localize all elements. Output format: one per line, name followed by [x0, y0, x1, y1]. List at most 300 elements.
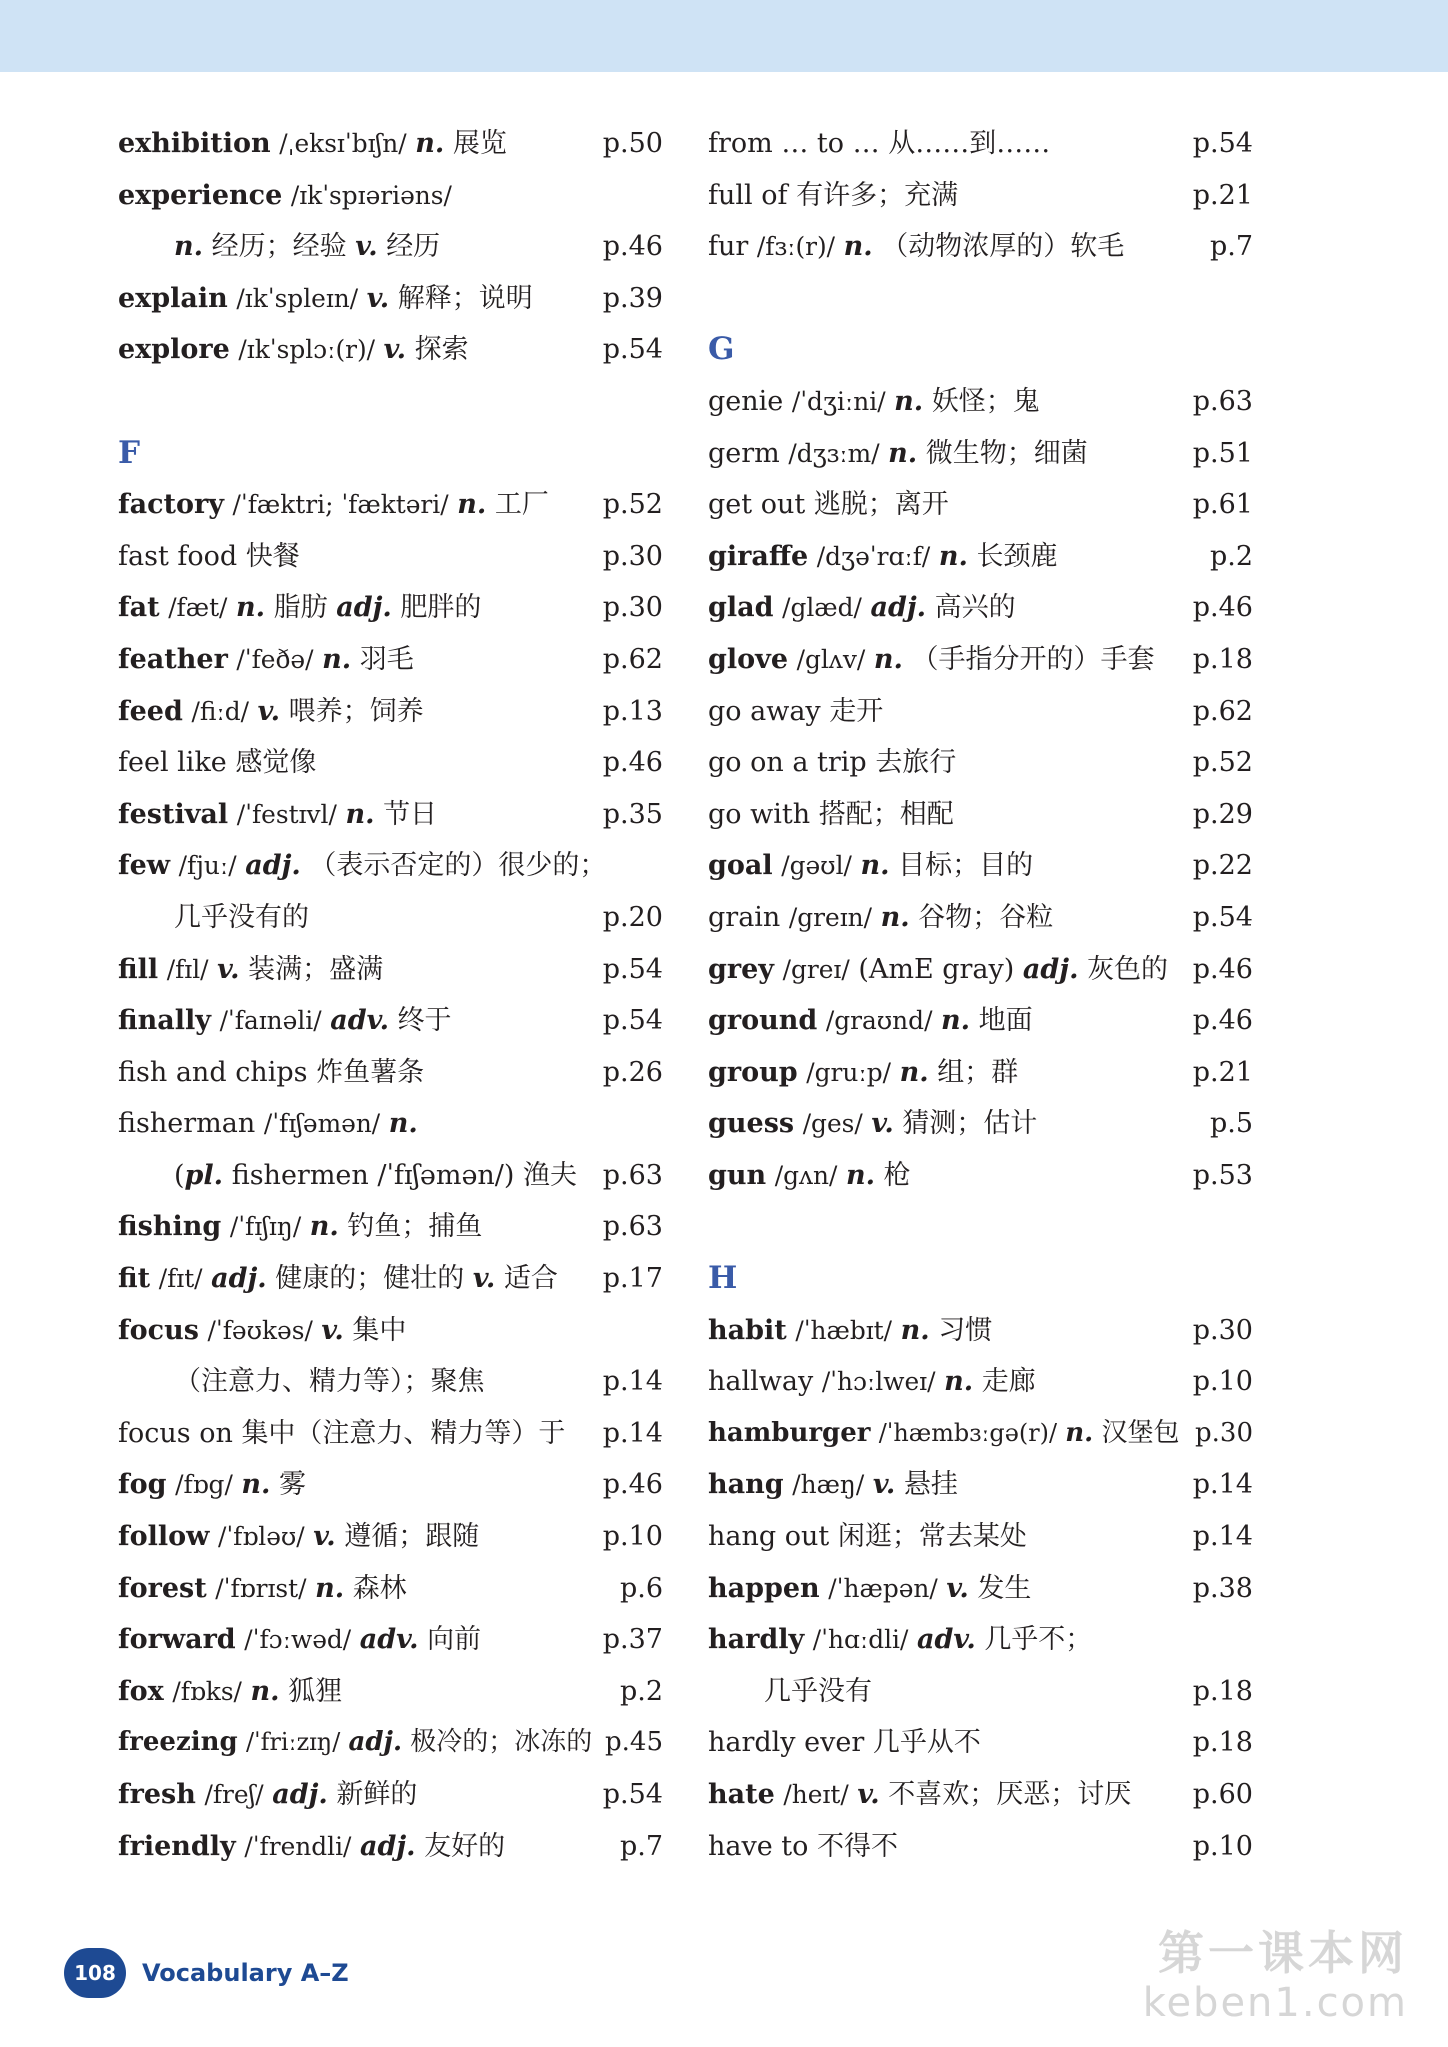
- part-of-speech: adv.: [330, 1005, 389, 1037]
- page-reference: p.54: [1192, 901, 1253, 933]
- pronunciation: /ɪkˈspleɪn/: [236, 283, 359, 313]
- definition: 遵循；跟随: [344, 1521, 480, 1553]
- definition-2: 适合: [503, 1263, 558, 1295]
- entry-text: [708, 376, 1040, 428]
- page-reference: p.21: [1192, 179, 1253, 211]
- headword-phrase: genie: [708, 385, 784, 417]
- vocab-entry: [118, 1821, 663, 1873]
- definition: 钓鱼；捕鱼: [347, 1211, 483, 1243]
- page-reference: p.53: [1192, 1159, 1253, 1191]
- section-letter-header: F: [118, 434, 141, 471]
- definition: 节日: [383, 798, 438, 830]
- definition: 走开: [829, 695, 884, 727]
- entry-text: [118, 995, 452, 1047]
- headword: explain: [118, 282, 228, 314]
- page-reference: p.30: [602, 540, 663, 572]
- part-of-speech: adj.: [245, 850, 301, 882]
- pronunciation: /graʊnd/: [825, 1006, 933, 1036]
- vocab-entry: [118, 995, 663, 1047]
- definition: 几乎不；: [984, 1624, 1093, 1656]
- headword: fog: [118, 1469, 167, 1501]
- page-reference: p.14: [602, 1366, 663, 1398]
- part-of-speech: n.: [941, 1005, 971, 1037]
- headword-phrase: fur: [708, 231, 749, 263]
- definition: （注意力、精力等）；聚焦: [174, 1366, 485, 1398]
- headword: focus: [118, 1314, 199, 1346]
- headword: ground: [708, 1005, 818, 1037]
- entry-text: [708, 531, 1058, 583]
- part-of-speech: n.: [415, 128, 445, 159]
- definition: 悬挂: [903, 1469, 958, 1501]
- vocab-entry: [708, 1614, 1253, 1666]
- entry-text: [118, 1305, 406, 1357]
- entry-text: [118, 892, 309, 944]
- definition: 目标；目的: [898, 850, 1034, 882]
- page-number-badge: 108: [64, 1948, 126, 1998]
- pronunciation: /ˈfɪʃɪŋ/: [229, 1212, 302, 1242]
- definition: 终于: [397, 1005, 452, 1037]
- definition: 森林: [352, 1572, 407, 1604]
- page-reference: p.46: [602, 1469, 663, 1501]
- page-reference: p.52: [1192, 747, 1253, 779]
- definition: 地面: [978, 1005, 1033, 1037]
- definition: 感觉像: [235, 747, 317, 779]
- page-reference: p.30: [1195, 1417, 1253, 1448]
- pronunciation: /ˈfestɪvl/: [236, 799, 337, 829]
- page-reference: p.63: [602, 1211, 663, 1243]
- part-of-speech: adj.: [272, 1779, 328, 1810]
- headword-phrase: fish and chips: [118, 1056, 308, 1088]
- page-reference: p.18: [1192, 1675, 1253, 1707]
- headword: forest: [118, 1572, 207, 1604]
- entry-text: [118, 634, 414, 686]
- vocab-entry: [708, 170, 1253, 222]
- definition: 几乎没有的: [174, 901, 309, 933]
- pronunciation: /ˈdʒiːni/: [791, 386, 886, 416]
- vocab-entry: [708, 686, 1253, 738]
- pronunciation: /ˈfəʊkəs/: [207, 1315, 313, 1345]
- entry-text: [708, 1098, 1037, 1150]
- pronunciation: /fɪl/: [166, 954, 209, 984]
- pronunciation: /fɜː(r)/: [756, 232, 836, 262]
- part-of-speech: n.: [880, 901, 910, 933]
- definition: 逃脱；离开: [813, 489, 949, 521]
- entry-text: [708, 1047, 1018, 1099]
- vocabulary-column-left: [118, 118, 663, 1872]
- pronunciation: /greɪ/: [782, 954, 850, 984]
- page-reference: p.54: [602, 334, 663, 366]
- pronunciation: /greɪn/: [788, 902, 873, 932]
- page-reference: p.54: [602, 1779, 663, 1810]
- headword-phrase: from … to …: [708, 128, 880, 159]
- headword: hate: [708, 1779, 775, 1810]
- vocab-entry: [118, 840, 663, 892]
- part-of-speech: n.: [322, 643, 352, 675]
- vocab-entry: [708, 737, 1253, 789]
- definition: 微生物；细菌: [925, 437, 1088, 469]
- part-of-speech: v.: [313, 1521, 336, 1553]
- entry-text: [118, 1253, 558, 1305]
- vocab-entry: [118, 1305, 663, 1357]
- definition: 工厂: [494, 489, 549, 521]
- part-of-speech: adj.: [348, 1727, 403, 1758]
- vocab-entry: [118, 1511, 663, 1563]
- section-gap: [708, 273, 1253, 325]
- pronunciation: /glʌv/: [796, 644, 866, 674]
- part-of-speech: n.: [843, 231, 873, 263]
- page-reference: p.60: [1192, 1779, 1253, 1810]
- part-of-speech: v.: [946, 1572, 969, 1604]
- headword: happen: [708, 1572, 820, 1604]
- entry-text: [118, 479, 549, 531]
- headword: feather: [118, 643, 228, 675]
- entry-text: [708, 1356, 1036, 1408]
- definition: 走廊: [981, 1366, 1036, 1398]
- vocab-entry: [708, 1408, 1253, 1460]
- headword-phrase: get out: [708, 489, 806, 521]
- headword: grey: [708, 953, 774, 985]
- part-of-speech: adv.: [359, 1624, 419, 1656]
- pronunciation: /ˈfɒrɪst/: [215, 1573, 307, 1603]
- headword: glad: [708, 592, 774, 624]
- definition: （手指分开的）手套: [911, 643, 1155, 675]
- page-reference: p.10: [1192, 1830, 1253, 1862]
- definition: 去旅行: [875, 747, 957, 779]
- pronunciation: /ˈhɔːlweɪ/: [821, 1367, 936, 1397]
- page-reference: p.7: [1209, 231, 1253, 263]
- entry-text: [118, 840, 606, 892]
- page-reference: p.20: [602, 901, 663, 933]
- vocab-entry: [708, 1511, 1253, 1563]
- vocab-entry: [708, 582, 1253, 634]
- page-reference: p.17: [602, 1263, 663, 1295]
- entry-text: [118, 1563, 407, 1615]
- page-reference: p.46: [1192, 1005, 1253, 1037]
- entry-text: [708, 170, 958, 222]
- part-of-speech: adj.: [1022, 953, 1079, 985]
- page-reference: p.62: [602, 643, 663, 675]
- part-of-speech: v.: [383, 334, 407, 366]
- vocab-entry: [708, 995, 1253, 1047]
- page-reference: p.14: [602, 1417, 663, 1449]
- part-of-speech: n.: [938, 540, 968, 572]
- entry-text: [118, 324, 469, 376]
- vocab-entry: [708, 634, 1253, 686]
- vocab-entry: [708, 1047, 1253, 1099]
- entry-text: [708, 221, 1124, 273]
- vocab-entry: [708, 892, 1253, 944]
- entry-continuation: [118, 892, 663, 944]
- pronunciation: /heɪt/: [783, 1780, 849, 1809]
- definition: 不得不: [817, 1830, 898, 1862]
- entry-text: [708, 1614, 1092, 1666]
- entry-text: [118, 1356, 485, 1408]
- headword: finally: [118, 1005, 211, 1037]
- headword: giraffe: [708, 540, 809, 572]
- vocab-entry: [118, 1047, 663, 1099]
- pronunciation: /gəʊl/: [781, 851, 852, 881]
- definition: 解释；说明: [397, 282, 533, 314]
- entry-text: [708, 1717, 981, 1769]
- headword-phrase: feel like: [118, 747, 227, 779]
- pronunciation: /freʃ/: [204, 1780, 264, 1809]
- vocab-entry: [118, 1408, 663, 1460]
- section-gap: [708, 1201, 1253, 1253]
- entry-text: [708, 1821, 898, 1873]
- entry-text: [708, 840, 1033, 892]
- entry-text: [118, 1717, 592, 1769]
- part-of-speech: n.: [315, 1572, 345, 1604]
- part-of-speech: n.: [894, 385, 924, 417]
- page-reference: p.14: [1192, 1469, 1253, 1501]
- page-reference: p.10: [1192, 1366, 1253, 1398]
- headword-phrase: fast food: [118, 540, 238, 572]
- entry-text: [118, 1666, 342, 1718]
- definition: 灰色的: [1087, 953, 1169, 985]
- entry-text: [118, 737, 316, 789]
- page-reference: p.6: [619, 1572, 663, 1604]
- pronunciation: /ˈfɔːwəd/: [244, 1625, 352, 1655]
- page-reference: p.46: [1192, 953, 1253, 985]
- definition: 猜测；估计: [902, 1108, 1038, 1140]
- vocab-entry: [708, 118, 1253, 170]
- entry-text: [708, 1666, 872, 1718]
- vocab-entry: [118, 634, 663, 686]
- entry-text: [118, 1511, 479, 1563]
- definition: 羽毛: [359, 643, 414, 675]
- headword: gun: [708, 1159, 767, 1191]
- page-reference: p.54: [602, 953, 663, 985]
- definition: 脂肪: [273, 592, 328, 624]
- entry-text: [708, 892, 1053, 944]
- headword: few: [118, 850, 171, 882]
- page-reference: p.61: [1192, 489, 1253, 521]
- entry-text: [708, 1408, 1180, 1460]
- entry-continuation: [708, 1666, 1253, 1718]
- footer-title: Vocabulary A–Z: [142, 1959, 349, 1987]
- pronunciation: /ɪkˈsplɔː(r)/: [238, 335, 376, 365]
- headword: habit: [708, 1314, 787, 1346]
- definition: 不喜欢；厌恶；讨厌: [888, 1779, 1132, 1810]
- headword: festival: [118, 798, 229, 830]
- definition: 几乎没有: [764, 1675, 872, 1707]
- entry-text: [118, 1408, 565, 1460]
- headword: hardly: [708, 1624, 805, 1656]
- definition: 发生: [977, 1572, 1032, 1604]
- vocab-entry: [118, 1098, 663, 1150]
- vocab-entry: [118, 531, 663, 583]
- vocab-entry: [118, 789, 663, 841]
- pronunciation: /fjuː/: [178, 851, 237, 881]
- definition: 探索: [414, 334, 469, 366]
- entry-text: [708, 1511, 1027, 1563]
- headword: friendly: [118, 1830, 236, 1862]
- headword: fill: [118, 953, 159, 985]
- definition: 长颈鹿: [976, 540, 1058, 572]
- page-reference: p.14: [1192, 1521, 1253, 1553]
- page-reference: p.54: [602, 1005, 663, 1037]
- definition: 快餐: [245, 540, 300, 572]
- entry-text: [708, 479, 949, 531]
- watermark-line2: keben1.com: [1142, 1980, 1408, 2026]
- entry-text: [118, 170, 452, 222]
- definition: 展览: [452, 128, 507, 159]
- pronunciation: /ˈhæmbɜːgə(r)/: [878, 1418, 1058, 1447]
- headword: fresh: [118, 1779, 196, 1810]
- page-reference: p.21: [1192, 1056, 1253, 1088]
- vocab-entry: [708, 1717, 1253, 1769]
- part-of-speech: v.: [871, 1108, 894, 1140]
- pronunciation: /fɪt/: [158, 1264, 203, 1294]
- page-reference: p.62: [1192, 695, 1253, 727]
- headword: hang: [708, 1469, 784, 1501]
- entry-text: [708, 1563, 1031, 1615]
- headword-phrase: go away: [708, 695, 821, 727]
- definition: 搭配；相配: [818, 798, 954, 830]
- entry-text: [708, 1459, 958, 1511]
- part-of-speech: n.: [388, 1108, 418, 1140]
- section-letter-header: H: [708, 1260, 738, 1297]
- definition: 狐狸: [288, 1675, 343, 1707]
- definition-2: 肥胖的: [400, 592, 482, 624]
- vocab-entry: [708, 1305, 1253, 1357]
- headword: explore: [118, 334, 230, 366]
- pronunciation: /dʒɜːm/: [788, 438, 880, 468]
- part-of-speech: n.: [888, 437, 918, 469]
- entry-continuation: [118, 221, 663, 273]
- headword-phrase: go on a trip: [708, 747, 867, 779]
- page-reference: p.2: [1209, 540, 1253, 572]
- entry-text: [708, 789, 954, 841]
- pronunciation: /ˈfɪʃəmən/: [263, 1109, 381, 1139]
- pronunciation: /glæd/: [782, 593, 862, 623]
- entry-continuation: [118, 1356, 663, 1408]
- part-of-speech: adv.: [916, 1624, 976, 1656]
- pronunciation: /fɒg/: [175, 1470, 233, 1500]
- page-reference: p.5: [1209, 1108, 1253, 1140]
- entry-text: [708, 118, 1050, 170]
- headword: freezing: [118, 1727, 238, 1758]
- entry-text: [118, 1201, 482, 1253]
- vocab-entry: [118, 1253, 663, 1305]
- open-paren: (: [174, 1159, 185, 1191]
- vocab-entry: [708, 1769, 1253, 1821]
- headword: goal: [708, 850, 773, 882]
- definition: 习惯: [938, 1314, 993, 1346]
- vocab-entry: [708, 840, 1253, 892]
- pronunciation: /ˈfrendli/: [244, 1831, 352, 1861]
- page-reference: p.13: [602, 695, 663, 727]
- page-reference: p.10: [602, 1521, 663, 1553]
- headword: follow: [118, 1521, 210, 1553]
- part-of-speech: n.: [1065, 1417, 1094, 1448]
- vocab-entry: [118, 1614, 663, 1666]
- page-reference: p.35: [602, 798, 663, 830]
- pronunciation: /ges/: [802, 1109, 863, 1139]
- definition: （表示否定的）很少的；: [309, 850, 607, 882]
- entry-text: [118, 1098, 418, 1150]
- vocab-entry: [708, 1098, 1253, 1150]
- pronunciation: /ɪkˈspɪəriəns/: [290, 180, 452, 210]
- headword-phrase: go with: [708, 798, 811, 830]
- headword: exhibition: [118, 128, 271, 159]
- headword-phrase: hallway: [708, 1366, 814, 1398]
- part-of-speech-2: v.: [355, 231, 378, 263]
- headword: fit: [118, 1263, 151, 1295]
- vocab-entry: [118, 324, 663, 376]
- headword-phrase: hardly ever: [708, 1727, 865, 1759]
- definition: 从……到……: [888, 128, 1051, 159]
- watermark: [1143, 1926, 1408, 2026]
- definition: 谷物；谷粒: [918, 901, 1054, 933]
- page-reference: p.51: [1192, 437, 1253, 469]
- entry-text: [118, 273, 533, 325]
- part-of-speech: n.: [457, 489, 487, 521]
- entry-text: [118, 1047, 424, 1099]
- page-reference: p.29: [1192, 798, 1253, 830]
- headword-phrase: have to: [708, 1830, 809, 1862]
- page-reference: p.45: [605, 1727, 663, 1758]
- vocab-entry: [708, 1563, 1253, 1615]
- part-of-speech: n.: [860, 850, 890, 882]
- vocab-entry: [708, 376, 1253, 428]
- definition: 雾: [279, 1469, 307, 1501]
- top-color-band: [0, 0, 1448, 72]
- headword: forward: [118, 1624, 236, 1656]
- page-reference: p.39: [602, 282, 663, 314]
- vocab-entry: [118, 1717, 663, 1769]
- definition-2: 经历: [386, 231, 441, 263]
- definition: 几乎从不: [872, 1727, 981, 1759]
- entry-text: [708, 1305, 992, 1357]
- vocab-entry: [118, 1459, 663, 1511]
- entry-text: [708, 686, 883, 738]
- page-reference: p.7: [619, 1830, 663, 1862]
- vocab-entry: [118, 479, 663, 531]
- part-of-speech: n.: [345, 798, 375, 830]
- entry-text: [708, 582, 1016, 634]
- entry-text: [708, 737, 956, 789]
- pronunciation: /dʒəˈrɑːf/: [816, 541, 931, 571]
- part-of-speech: pl.: [184, 1159, 224, 1191]
- page-reference: p.46: [1192, 592, 1253, 624]
- definition: 极冷的；冰冻的: [410, 1727, 593, 1758]
- pronunciation: /fɒks/: [172, 1676, 242, 1706]
- part-of-speech: v.: [857, 1779, 880, 1810]
- pronunciation: /fiːd/: [191, 696, 250, 726]
- pronunciation: /ˈhæpən/: [828, 1573, 938, 1603]
- entry-text: [708, 995, 1033, 1047]
- page-reference: p.46: [602, 747, 663, 779]
- page-reference: p.30: [1192, 1314, 1253, 1346]
- entry-text: [118, 531, 300, 583]
- vocab-entry: [118, 170, 663, 222]
- headword: fishing: [118, 1211, 222, 1243]
- vocab-entry: [118, 273, 663, 325]
- definition: 炸鱼薯条: [316, 1056, 425, 1088]
- pronunciation: /gruːp/: [806, 1057, 891, 1087]
- vocab-entry: [708, 1821, 1253, 1873]
- definition: 汉堡包: [1101, 1417, 1180, 1448]
- entry-text: [118, 944, 383, 996]
- headword-phrase: hang out: [708, 1521, 830, 1553]
- entry-text: [118, 686, 424, 738]
- definition: 装满；盛满: [248, 953, 384, 985]
- definition: 高兴的: [934, 592, 1016, 624]
- page-reference: p.18: [1192, 643, 1253, 675]
- entry-text: [708, 1769, 1131, 1821]
- page-reference: p.46: [602, 231, 663, 263]
